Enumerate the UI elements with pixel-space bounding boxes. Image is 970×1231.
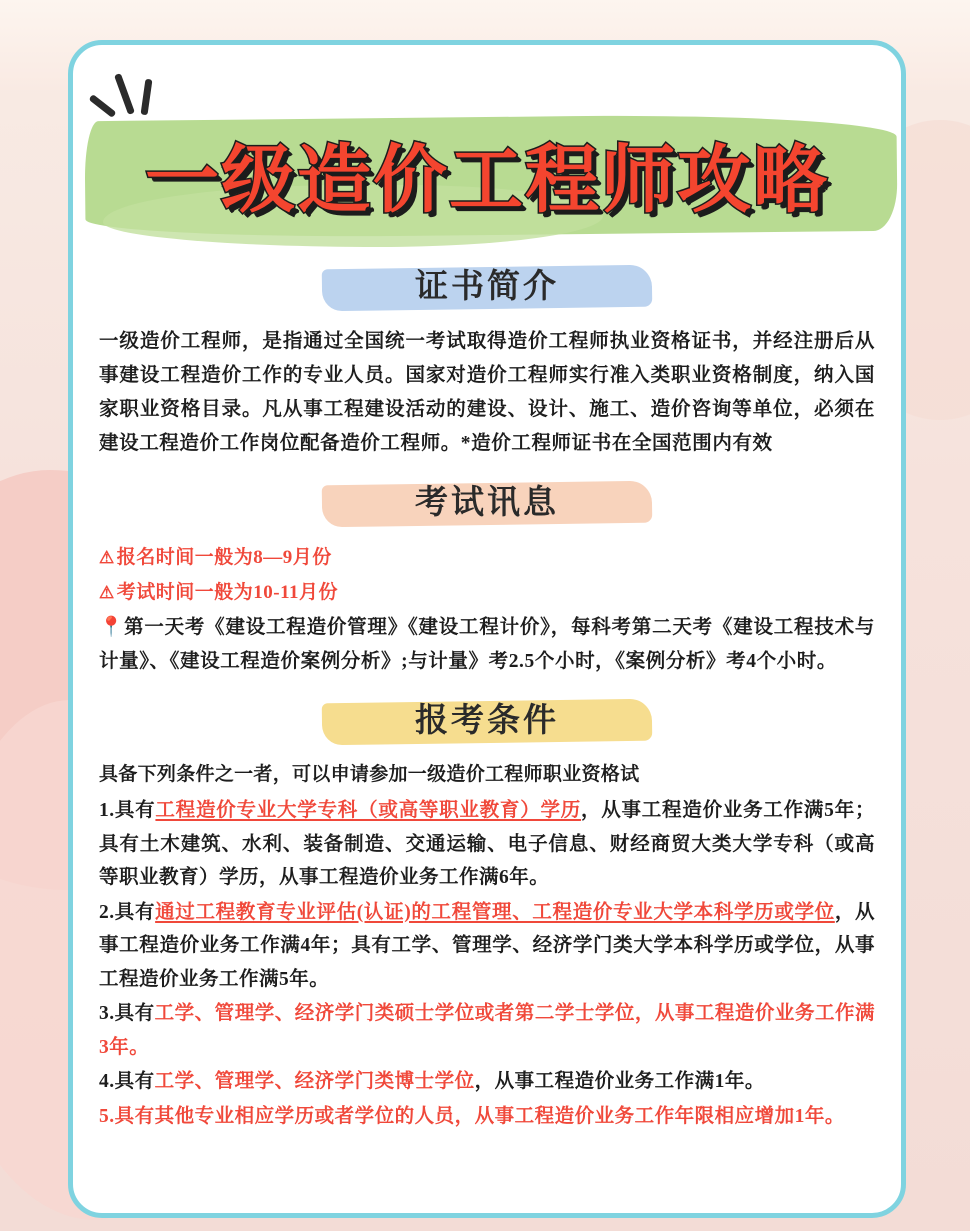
section-body-intro bbox=[73, 325, 901, 461]
section-heading-requirements-label: 报考条件 bbox=[415, 703, 559, 739]
requirement-item-1-p0: 具有 bbox=[114, 800, 156, 821]
section-body-exam bbox=[73, 541, 901, 679]
section-heading-intro bbox=[73, 261, 901, 315]
requirement-item-3-p1: 工学、管理学、经济学门类硕士学位或者第二学士学位，从事工程造价业务工作满3年。 bbox=[99, 1003, 875, 1058]
exam-notice-registration-text: 报名时间一般为8—9月份 bbox=[116, 547, 332, 568]
section-heading-exam-label: 考试讯息 bbox=[415, 485, 559, 521]
page-title: 一级造价工程师攻略 bbox=[145, 140, 829, 222]
exam-detail bbox=[99, 611, 875, 679]
requirement-item-4-p0: 具有 bbox=[114, 1071, 155, 1092]
requirement-item-2-number: 2. bbox=[99, 901, 115, 923]
requirement-item-1 bbox=[99, 794, 875, 895]
requirement-item-1-p1: 工程造价专业大学专科（或高等职业教育）学历 bbox=[155, 800, 581, 821]
exam-notice-date-text: 考试时间一般为10-11月份 bbox=[116, 582, 339, 603]
requirement-item-3 bbox=[99, 997, 875, 1064]
section-heading-intro-label: 证书简介 bbox=[415, 269, 559, 305]
requirement-item-2 bbox=[99, 896, 875, 997]
sparkle-icon bbox=[91, 69, 177, 129]
requirement-item-5-number: 5. bbox=[99, 1105, 115, 1127]
requirement-item-1-p2: ，从事工程造价业务工作满5年；具有土木建筑、水利、装备制造、交通运输、电子信息、财经商贸大类大学专科（或高等职业教育）学历，从事工程造价业务工作满6年。 bbox=[99, 800, 875, 888]
requirement-item-5 bbox=[99, 1100, 875, 1134]
requirement-item-3-number: 3. bbox=[99, 1003, 115, 1024]
location-pin-icon: 📍 bbox=[99, 617, 125, 638]
section-heading-exam bbox=[73, 477, 901, 531]
requirement-item-4-p1: 工学、管理学、经济学门类博士学位 bbox=[154, 1071, 475, 1092]
section-body-requirements bbox=[73, 759, 901, 1133]
requirement-item-5-p0: 具有其他专业相应学历或者学位的人员，从事工程造价业务工作年限相应增加1年。 bbox=[114, 1105, 845, 1127]
poster-card bbox=[68, 40, 906, 1218]
warning-icon: ⚠ bbox=[99, 583, 115, 602]
exam-notice-registration bbox=[99, 541, 875, 574]
requirement-item-1-number: 1. bbox=[99, 800, 115, 821]
intro-paragraph: 一级造价工程师，是指通过全国统一考试取得造价工程师执业资格证书，并经注册后从事建设工程造价工作的专业人员。国家对造价工程师实行准入类职业资格制度，纳入国家职业资格目录。凡从事工程建设活动的建设、设计、施工、造价咨询等单位，必须在建设工程造价工作岗位配备造价工程师。*造价工程师证书在全国范围内有效 bbox=[99, 331, 875, 454]
requirement-item-2-p1: 通过工程教育专业评估(认证)的工程管理、工程造价专业大学本科学历或学位 bbox=[155, 901, 835, 923]
requirement-item-4-number: 4. bbox=[99, 1071, 115, 1092]
requirement-item-3-p0: 具有 bbox=[114, 1003, 155, 1024]
requirement-item-2-p0: 具有 bbox=[114, 901, 156, 923]
exam-notice-date bbox=[99, 576, 875, 609]
poster-header bbox=[73, 45, 901, 245]
requirement-item-4 bbox=[99, 1065, 875, 1099]
section-heading-requirements bbox=[73, 695, 901, 749]
requirement-item-4-p2: ，从事工程造价业务工作满1年。 bbox=[474, 1071, 765, 1092]
exam-detail-text: 第一天考《建设工程造价管理》《建设工程计价》，每科考第二天考《建设工程技术与计量》、《建设工程造价案例分析》;与计量》考2.5个小时，《案例分析》考4个小时。 bbox=[99, 617, 875, 672]
requirements-intro: 具备下列条件之一者，可以申请参加一级造价工程师职业资格试 bbox=[99, 764, 640, 785]
warning-icon: ⚠ bbox=[99, 548, 115, 567]
requirement-item-2-p2: ，从事工程造价业务工作满4年；具有工学、管理学、经济学门类大学本科学历或学位，从事工程造价业务工作满5年。 bbox=[99, 901, 875, 990]
